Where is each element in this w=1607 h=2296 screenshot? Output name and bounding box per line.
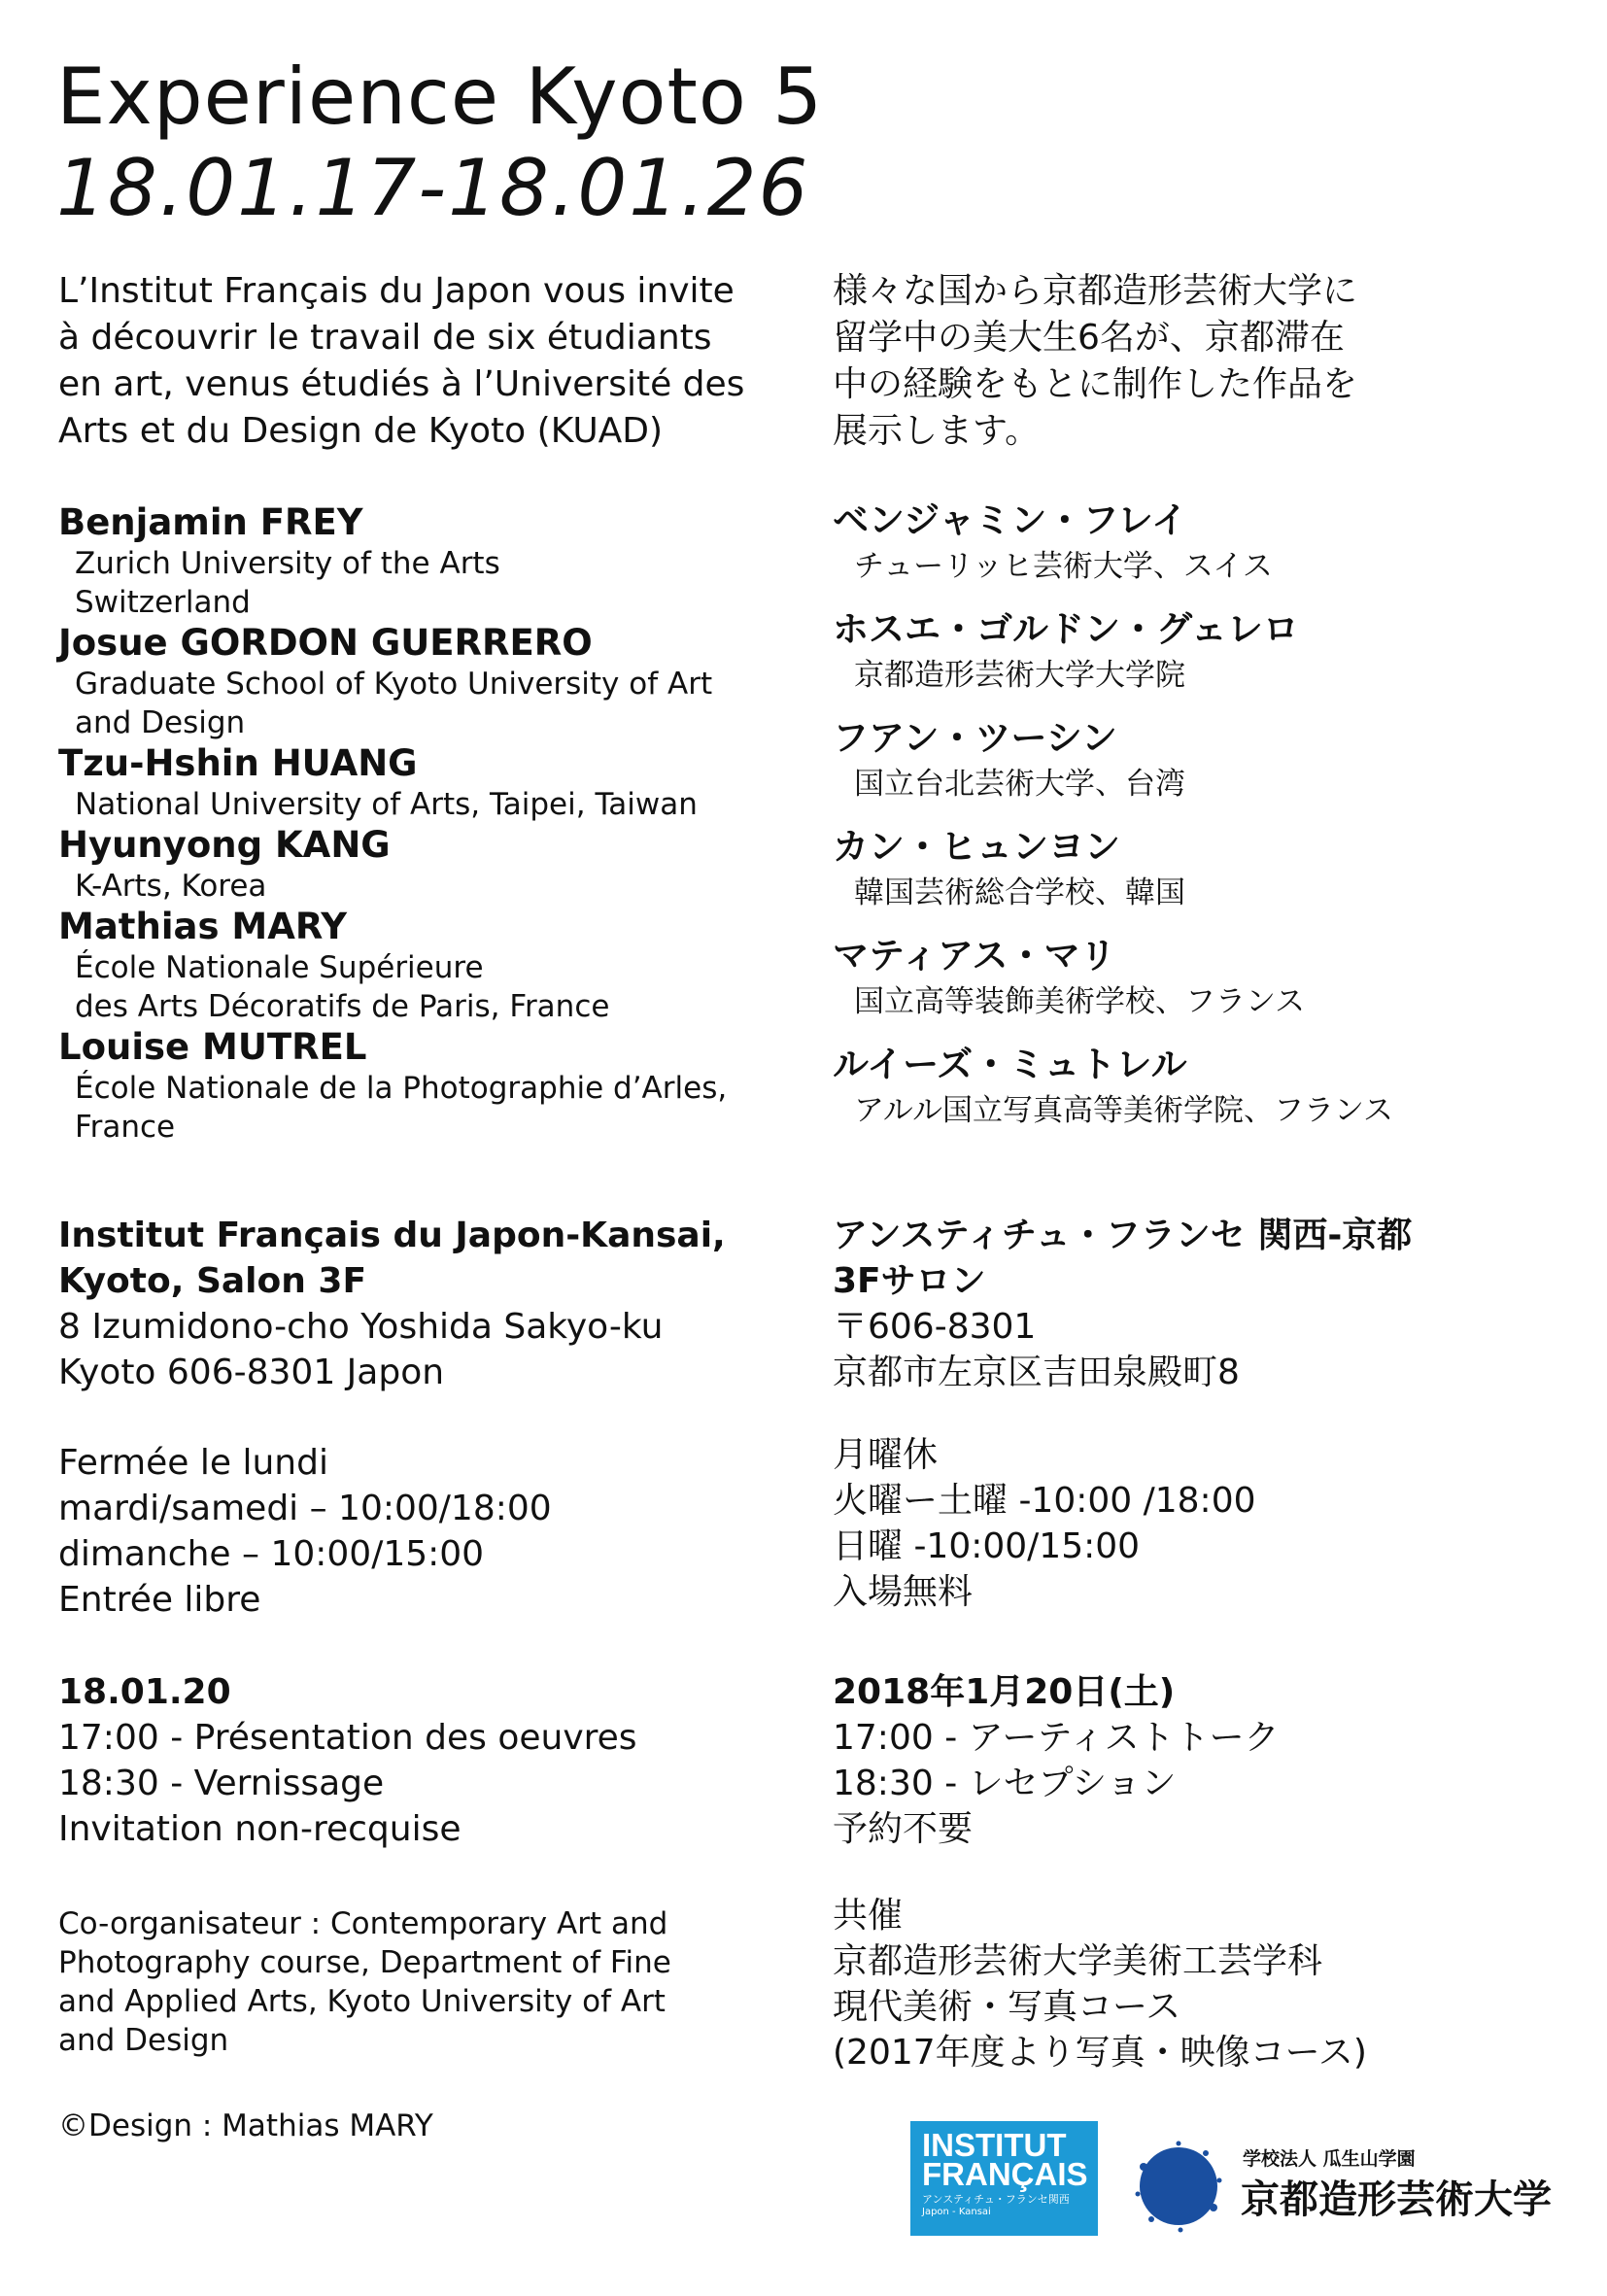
affiliation-line: des Arts Décoratifs de Paris, France <box>75 989 610 1024</box>
artist-name: Louise MUTREL <box>58 1026 367 1068</box>
hours-line: 入場無料 <box>833 1572 974 1612</box>
institut-francais-logo <box>910 2121 1098 2236</box>
hours-japanese <box>833 1432 1590 1615</box>
artist-affiliation <box>58 1069 797 1147</box>
coorganizer-japanese <box>833 1893 1590 2075</box>
logo-text: FRANÇAIS <box>922 2156 1088 2192</box>
venue-name: Kyoto, Salon 3F <box>58 1261 367 1301</box>
exhibition-dates: 18.01.17-18.01.26 <box>56 143 810 233</box>
artist-affiliation: 国立台北芸術大学、台湾 <box>854 767 1185 802</box>
artist-affiliation <box>58 948 797 1026</box>
hours-line: Fermée le lundi <box>58 1443 328 1483</box>
artist-entry <box>833 496 1590 587</box>
venue-name: Institut Français du Japon-Kansai, <box>58 1216 726 1255</box>
coorganizer-french <box>58 1904 797 2060</box>
artist-affiliation: 国立高等装飾美術学校、フランス <box>854 984 1306 1019</box>
kuad-foundation-name: 学校法人 瓜生山学園 <box>1243 2148 1416 2170</box>
kuad-university-name: 京都造形芸術大学 <box>1241 2176 1552 2222</box>
venue-french <box>58 1213 797 1395</box>
artist-entry <box>58 742 797 824</box>
venue-name: 3Fサロン <box>833 1261 986 1301</box>
artist-entry <box>58 906 797 1026</box>
artist-name: マティアス・マリ <box>833 935 1116 977</box>
coorganizer-line: and Applied Arts, Kyoto University of Art <box>58 1984 666 2019</box>
artist-affiliation <box>58 867 797 906</box>
artist-name: カン・ヒュンヨン <box>833 826 1120 868</box>
artist-name: Hyunyong KANG <box>58 824 391 866</box>
event-line: 17:00 - Présentation des oeuvres <box>58 1718 637 1758</box>
artist-entry <box>833 1040 1590 1131</box>
venue-address: 京都市左京区吉田泉殿町8 <box>833 1353 1240 1392</box>
event-date: 2018年1月20日(土) <box>833 1672 1176 1712</box>
artist-affiliation: 韓国芸術総合学校、韓国 <box>854 875 1185 910</box>
intro-line: en art, venus étudiés à l’Université des <box>58 364 745 404</box>
hours-line: dimanche – 10:00/15:00 <box>58 1534 485 1574</box>
coorganizer-line: Photography course, Department of Fine <box>58 1945 671 1980</box>
venue-name: アンスティチュ・フランセ 関西-京都 <box>833 1216 1413 1255</box>
artist-name: ベンジャミン・フレイ <box>833 499 1188 541</box>
artist-affiliation: アルル国立写真高等美術学院、フランス <box>854 1093 1394 1128</box>
intro-line: Arts et du Design de Kyoto (KUAD) <box>58 411 664 451</box>
artist-list-japanese <box>833 496 1590 1148</box>
affiliation-line: France <box>75 1110 176 1145</box>
hours-line: Entrée libre <box>58 1580 261 1620</box>
intro-line: 中の経験をもとに制作した作品を <box>833 364 1358 404</box>
artist-entry <box>58 622 797 742</box>
venue-address: Kyoto 606-8301 Japon <box>58 1353 445 1392</box>
event-line: Invitation non-recquise <box>58 1809 462 1849</box>
logo-text: アンスティチュ・フランセ関西 <box>922 2193 1070 2206</box>
artist-name: Benjamin FREY <box>58 501 363 543</box>
affiliation-line: École Nationale de la Photographie d’Arles, <box>75 1071 728 1106</box>
event-line: 17:00 - アーティストトーク <box>833 1718 1280 1758</box>
kuad-logo <box>1130 2132 1557 2239</box>
page-title: Experience Kyoto 5 <box>56 51 824 142</box>
hours-line: 火曜ー土曜 -10:00 /18:00 <box>833 1481 1256 1521</box>
artist-entry <box>58 501 797 622</box>
artist-entry <box>58 1026 797 1147</box>
affiliation-line: École Nationale Supérieure <box>75 950 484 985</box>
intro-line: 展示します。 <box>833 411 1041 451</box>
artist-entry <box>833 931 1590 1022</box>
artist-name: ホスエ・ゴルドン・グェレロ <box>833 608 1299 650</box>
coorganizer-line: Co-organisateur : Contemporary Art and <box>58 1906 668 1941</box>
hours-line: 日曜 -10:00/15:00 <box>833 1526 1141 1566</box>
artist-entry <box>833 713 1590 805</box>
artist-affiliation <box>58 785 797 824</box>
artist-affiliation <box>58 665 797 742</box>
artist-name: ルイーズ・ミュトレル <box>833 1044 1187 1085</box>
affiliation-line: Graduate School of Kyoto University of Art <box>75 667 713 702</box>
design-credit: ©Design : Mathias MARY <box>58 2108 433 2143</box>
hours-line: mardi/samedi – 10:00/18:00 <box>58 1489 552 1528</box>
intro-line: 様々な国から京都造形芸術大学に <box>833 271 1358 311</box>
hours-line: 月曜休 <box>833 1435 939 1475</box>
coorganizer-line: 京都造形芸術大学美術工芸学科 <box>833 1941 1323 1981</box>
artist-list-french <box>58 501 797 1147</box>
artist-entry <box>833 822 1590 913</box>
kuad-ink-mark-icon <box>1130 2138 1227 2235</box>
logo-text: INSTITUT <box>922 2127 1067 2163</box>
affiliation-line: Switzerland <box>75 585 251 620</box>
artist-name: Josue GORDON GUERRERO <box>58 622 593 664</box>
affiliation-line: Zurich University of the Arts <box>75 546 500 581</box>
affiliation-line: and Design <box>75 705 246 740</box>
affiliation-line: National University of Arts, Taipei, Taiwan <box>75 787 698 822</box>
coorganizer-line: 共催 <box>833 1896 904 1936</box>
intro-french <box>58 268 797 455</box>
event-date: 18.01.20 <box>58 1672 231 1712</box>
event-line: 18:30 - Vernissage <box>58 1764 385 1803</box>
event-japanese <box>833 1669 1590 1852</box>
venue-japanese <box>833 1213 1590 1395</box>
coorganizer-line: and Design <box>58 2023 229 2058</box>
artist-entry <box>833 604 1590 696</box>
logo-text: Japon - Kansai <box>922 2207 991 2217</box>
venue-address: 8 Izumidono-cho Yoshida Sakyo-ku <box>58 1307 664 1347</box>
intro-line: 留学中の美大生6名が、京都滞在 <box>833 318 1345 358</box>
artist-affiliation <box>58 544 797 622</box>
artist-affiliation: 京都造形芸術大学大学院 <box>854 658 1185 693</box>
artist-name: Tzu-Hshin HUANG <box>58 742 418 784</box>
affiliation-line: K-Arts, Korea <box>75 869 267 904</box>
venue-address: 〒606-8301 <box>833 1307 1037 1347</box>
coorganizer-line: 現代美術・写真コース <box>833 1987 1181 2027</box>
intro-line: L’Institut Français du Japon vous invite <box>58 271 735 311</box>
intro-line: à découvrir le travail de six étudiants <box>58 318 712 358</box>
event-french <box>58 1669 797 1852</box>
event-line: 18:30 - レセプション <box>833 1764 1177 1803</box>
artist-name: フアン・ツーシン <box>833 717 1117 759</box>
artist-name: Mathias MARY <box>58 906 348 947</box>
coorganizer-line: (2017年度より写真・映像コース) <box>833 2033 1367 2073</box>
event-line: 予約不要 <box>833 1809 974 1849</box>
artist-affiliation: チューリッヒ芸術大学、スイス <box>854 549 1273 584</box>
intro-japanese <box>833 268 1590 455</box>
artist-entry <box>58 824 797 906</box>
hours-french <box>58 1440 797 1623</box>
